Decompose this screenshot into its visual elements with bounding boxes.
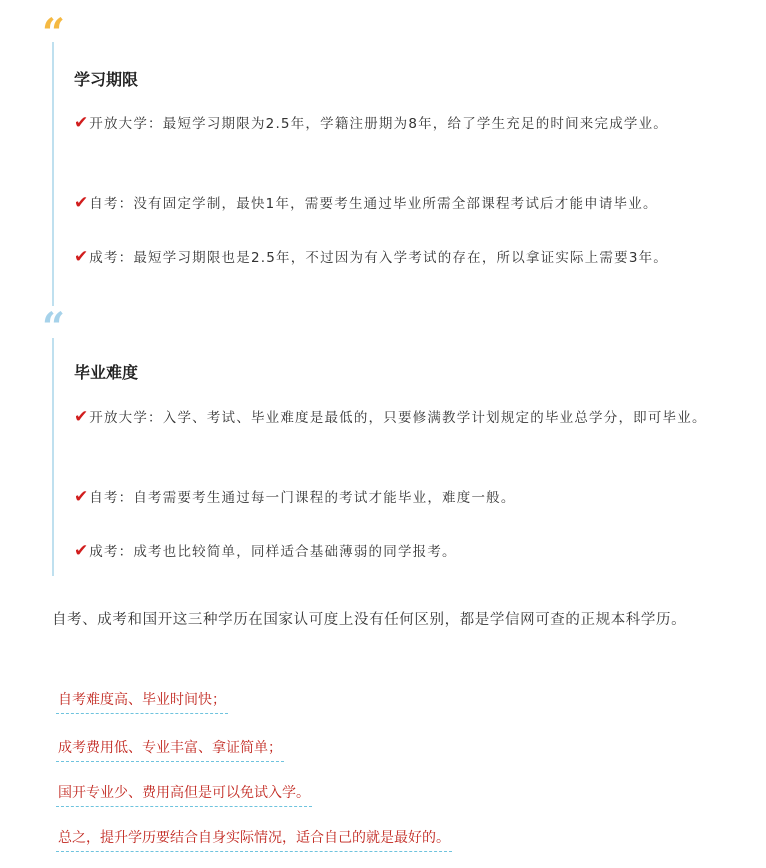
highlight-note: 自考难度高、毕业时间快； (56, 689, 228, 714)
item-text: 自考：没有固定学制，最快1年，需要考生通过毕业所需全部课程考试后才能申请毕业。 (89, 196, 658, 212)
list-item (74, 244, 714, 271)
checkmark-icon: ✔ (74, 247, 89, 267)
item-text: 成考：成考也比较简单，同样适合基础薄弱的同学报考。 (89, 544, 457, 560)
quote-mark-icon: “ (42, 308, 66, 340)
checkmark-icon: ✔ (74, 487, 89, 507)
checkmark-icon: ✔ (74, 193, 89, 213)
list-item (74, 190, 714, 217)
checkmark-icon: ✔ (74, 407, 89, 427)
quote-mark-icon: “ (42, 14, 66, 46)
study-period-section (52, 42, 722, 306)
list-item (74, 110, 714, 137)
graduation-difficulty-section (52, 338, 722, 576)
checkmark-icon: ✔ (74, 541, 89, 561)
checkmark-icon: ✔ (74, 113, 89, 133)
highlight-note: 成考费用低、专业丰富、拿证简单； (56, 737, 284, 762)
highlight-note: 国开专业少、费用高但是可以免试入学。 (56, 782, 312, 807)
list-item (74, 484, 714, 511)
section-title: 学习期限 (74, 70, 139, 89)
item-text: 开放大学：最短学习期限为2.5年，学籍注册期为8年，给了学生充足的时间来完成学业。 (89, 116, 669, 132)
list-item (74, 538, 714, 565)
item-text: 自考：自考需要考生通过每一门课程的考试才能毕业，难度一般。 (89, 490, 516, 506)
item-text: 成考：最短学习期限也是2.5年，不过因为有入学考试的存在，所以拿证实际上需要3年。 (89, 250, 669, 266)
highlight-note: 总之，提升学历要结合自身实际情况，适合自己的就是最好的。 (56, 827, 452, 852)
item-text: 开放大学：入学、考试、毕业难度是最低的，只要修满教学计划规定的毕业总学分，即可毕业。 (89, 410, 707, 426)
section-title: 毕业难度 (74, 363, 139, 382)
list-item (74, 404, 714, 431)
summary-paragraph: 自考、成考和国开这三种学历在国家认可度上没有任何区别，都是学信网可查的正规本科学历。 (52, 612, 687, 628)
